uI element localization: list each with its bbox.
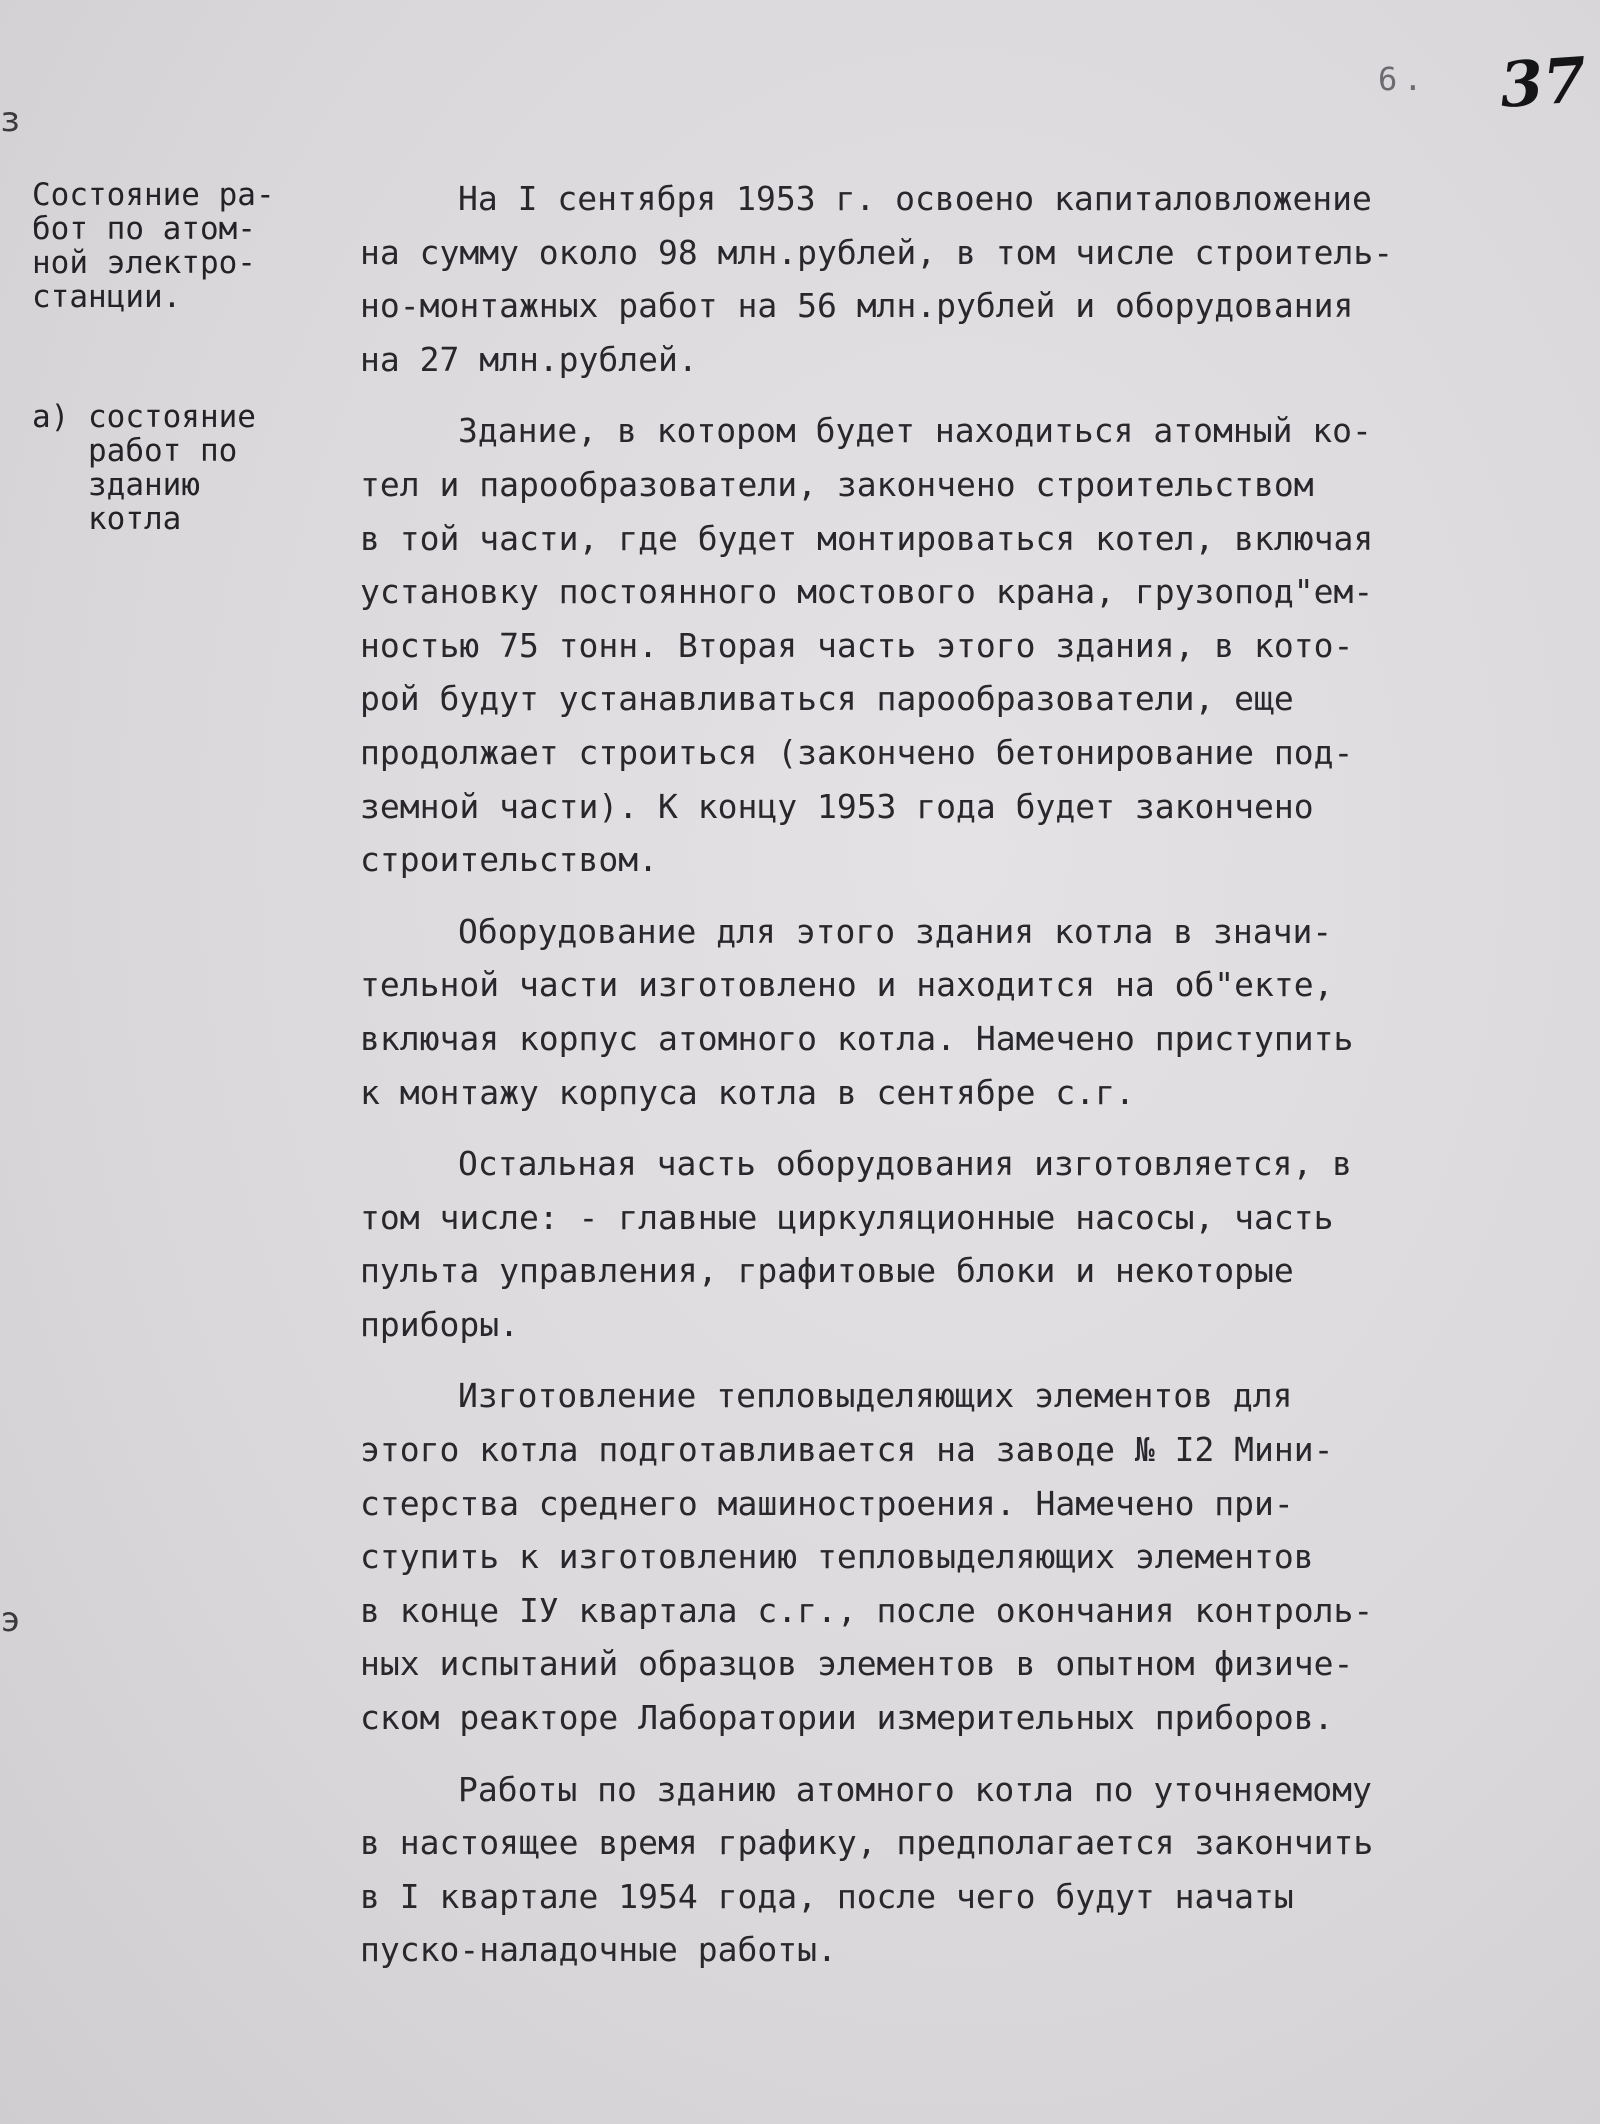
text-line: в I квартале 1954 года, после чего будут начаты bbox=[360, 1876, 1294, 1916]
margin-mark-top: з bbox=[0, 100, 21, 140]
text-line: строительством. bbox=[360, 840, 659, 880]
section-heading-line: ной электро- bbox=[32, 245, 256, 281]
section-heading-line: Состояние ра- bbox=[32, 177, 275, 213]
text-line: продолжает строиться (закончено бетонирование под- bbox=[360, 732, 1354, 772]
text-line: Изготовление тепловыделяющих элементов для bbox=[458, 1376, 1293, 1416]
section-heading-line: бот по атом- bbox=[32, 211, 256, 247]
text-line: рой будут устанавливаться парообразователи, еще bbox=[360, 679, 1294, 719]
section-heading-note bbox=[32, 178, 322, 314]
handwritten-sheet-number: 37 bbox=[1497, 43, 1589, 122]
subsection-line: зданию bbox=[88, 467, 200, 503]
text-line: установку постоянного мостового крана, грузопод"ем- bbox=[360, 572, 1374, 612]
text-line: в настоящее время графику, предполагается закончить bbox=[360, 1823, 1374, 1863]
text-line: Здание, в котором будет находиться атомный ко- bbox=[458, 411, 1372, 451]
text-line: стерства среднего машиностроения. Намечено при- bbox=[360, 1483, 1294, 1523]
text-line: пуско-наладочные работы. bbox=[360, 1930, 837, 1970]
text-line: на 27 млн.рублей. bbox=[360, 339, 698, 379]
paragraph-reactor-building bbox=[360, 404, 1590, 886]
subsection-line: а) состояние bbox=[32, 399, 256, 435]
subsection-line: котла bbox=[88, 501, 182, 537]
text-line: на сумму около 98 млн.рублей, в том числе строитель- bbox=[360, 232, 1394, 272]
text-line: тел и парообразователи, закончено строительством bbox=[360, 464, 1314, 504]
text-line: к монтажу корпуса котла в сентябре с.г. bbox=[360, 1072, 1135, 1112]
text-line: земной части). К концу 1953 года будет закончено bbox=[360, 786, 1314, 826]
text-line: На I сентября 1953 г. освоено капиталовложение bbox=[458, 179, 1372, 218]
text-line: но-монтажных работ на 56 млн.рублей и оборудования bbox=[360, 286, 1354, 326]
text-line: Оборудование для этого здания котла в значи- bbox=[458, 911, 1333, 951]
margin-mark-bottom: э bbox=[0, 1600, 21, 1640]
paragraph-schedule bbox=[360, 1763, 1590, 1977]
text-line: ных испытаний образцов элементов в опытном физиче- bbox=[360, 1644, 1354, 1684]
section-heading-line: станции. bbox=[32, 279, 182, 315]
text-line: ступить к изготовлению тепловыделяющих элементов bbox=[360, 1537, 1314, 1577]
text-line: ностью 75 тонн. Вторая часть этого здания, в кото- bbox=[360, 625, 1354, 665]
text-line: приборы. bbox=[360, 1304, 519, 1344]
text-line: в той части, где будет монтироваться котел, включая bbox=[360, 518, 1374, 558]
text-line: Остальная часть оборудования изготовляется, в bbox=[458, 1144, 1353, 1184]
document-body bbox=[360, 172, 1590, 1995]
text-line: в конце IУ квартала с.г., после окончания контроль- bbox=[360, 1590, 1374, 1630]
paragraph-fuel-elements bbox=[360, 1369, 1590, 1744]
text-line: том числе: - главные циркуляционные насосы, часть bbox=[360, 1197, 1334, 1237]
text-line: ском реакторе Лаборатории измерительных приборов. bbox=[360, 1698, 1334, 1738]
paragraph-equipment bbox=[360, 905, 1590, 1119]
text-line: пульта управления, графитовые блоки и некоторые bbox=[360, 1251, 1294, 1291]
subsection-note bbox=[32, 400, 322, 536]
paragraph-remaining-equipment bbox=[360, 1137, 1590, 1351]
text-line: тельной части изготовлено и находится на об"екте, bbox=[360, 965, 1334, 1005]
subsection-line: работ по bbox=[88, 433, 238, 469]
text-line: Работы по зданию атомного котла по уточняемому bbox=[458, 1769, 1372, 1809]
paragraph-capital-investment bbox=[360, 172, 1590, 386]
text-line: включая корпус атомного котла. Намечено приступить bbox=[360, 1018, 1354, 1058]
page-number: 6. bbox=[1378, 60, 1429, 98]
text-line: этого котла подготавливается на заводе № I2 Мини- bbox=[360, 1430, 1334, 1470]
